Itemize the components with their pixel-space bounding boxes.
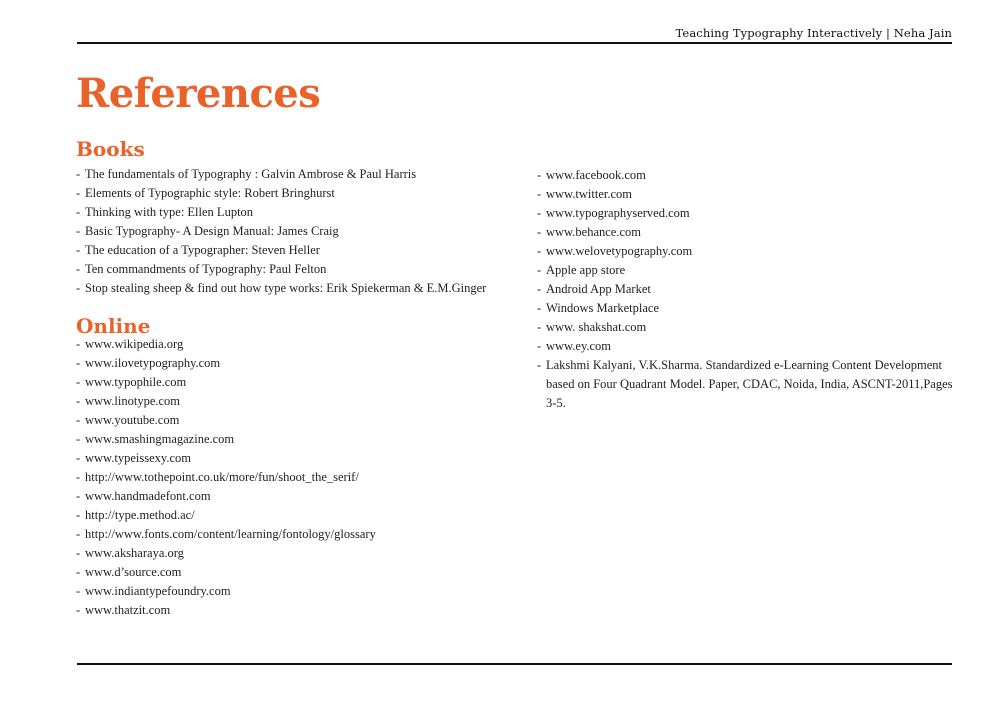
book-reference: - Thinking with type: Ellen Lupton bbox=[76, 203, 516, 222]
online-reference: - www.d’source.com bbox=[76, 563, 516, 582]
online-reference: - www.linotype.com bbox=[76, 392, 516, 411]
online-reference: - www.typographyserved.com bbox=[537, 204, 957, 223]
online-reference: - www.typeissexy.com bbox=[76, 449, 516, 468]
book-reference: - The fundamentals of Typography : Galvin Ambrose & Paul Harris bbox=[76, 165, 516, 184]
books-list bbox=[76, 165, 516, 298]
online-reference: - Apple app store bbox=[537, 261, 957, 280]
online-reference: - http://type.method.ac/ bbox=[76, 506, 516, 525]
online-reference: - www.indiantypefoundry.com bbox=[76, 582, 516, 601]
books-heading: Books bbox=[76, 137, 145, 161]
online-reference: - Windows Marketplace bbox=[537, 299, 957, 318]
online-list bbox=[76, 335, 516, 620]
online-reference: - www.behance.com bbox=[537, 223, 957, 242]
page-title: References bbox=[76, 70, 321, 117]
online-reference: - www.twitter.com bbox=[537, 185, 957, 204]
running-header: Teaching Typography Interactively | Neha Jain bbox=[675, 26, 952, 40]
book-reference: - Basic Typography- A Design Manual: James Craig bbox=[76, 222, 516, 241]
book-reference: - Ten commandments of Typography: Paul Felton bbox=[76, 260, 516, 279]
online-reference: - www.typophile.com bbox=[76, 373, 516, 392]
online-reference: - www.facebook.com bbox=[537, 166, 957, 185]
left-column bbox=[76, 136, 516, 620]
online-reference: - http://www.tothepoint.co.uk/more/fun/shoot_the_serif/ bbox=[76, 468, 516, 487]
online-heading: Online bbox=[76, 314, 151, 338]
book-reference: - The education of a Typographer: Steven Heller bbox=[76, 241, 516, 260]
online-reference: - www.smashingmagazine.com bbox=[76, 430, 516, 449]
online-reference: - www.thatzit.com bbox=[76, 601, 516, 620]
online-reference: - www.wikipedia.org bbox=[76, 335, 516, 354]
book-reference: - Stop stealing sheep & find out how type works: Erik Spiekerman & E.M.Ginger bbox=[76, 279, 516, 298]
online-reference: - www.welovetypography.com bbox=[537, 242, 957, 261]
online-reference: - www.aksharaya.org bbox=[76, 544, 516, 563]
online-reference: - www.youtube.com bbox=[76, 411, 516, 430]
online-reference: - Android App Market bbox=[537, 280, 957, 299]
online-list-continued bbox=[537, 166, 957, 413]
header-rule bbox=[77, 42, 952, 44]
online-reference: - www.ey.com bbox=[537, 337, 957, 356]
book-reference: - Elements of Typographic style: Robert Bringhurst bbox=[76, 184, 516, 203]
footer-rule bbox=[77, 663, 952, 665]
online-reference: - www. shakshat.com bbox=[537, 318, 957, 337]
online-reference: - www.ilovetypography.com bbox=[76, 354, 516, 373]
online-reference: - www.handmadefont.com bbox=[76, 487, 516, 506]
online-reference: - http://www.fonts.com/content/learning/fontology/glossary bbox=[76, 525, 516, 544]
right-column bbox=[537, 163, 957, 413]
online-reference: - Lakshmi Kalyani, V.K.Sharma. Standardized e-Learning Content Development based on Four Quadrant Model. Paper, CDAC, Noida, India, ASCNT-2011,Pages 3-5. bbox=[537, 356, 957, 413]
